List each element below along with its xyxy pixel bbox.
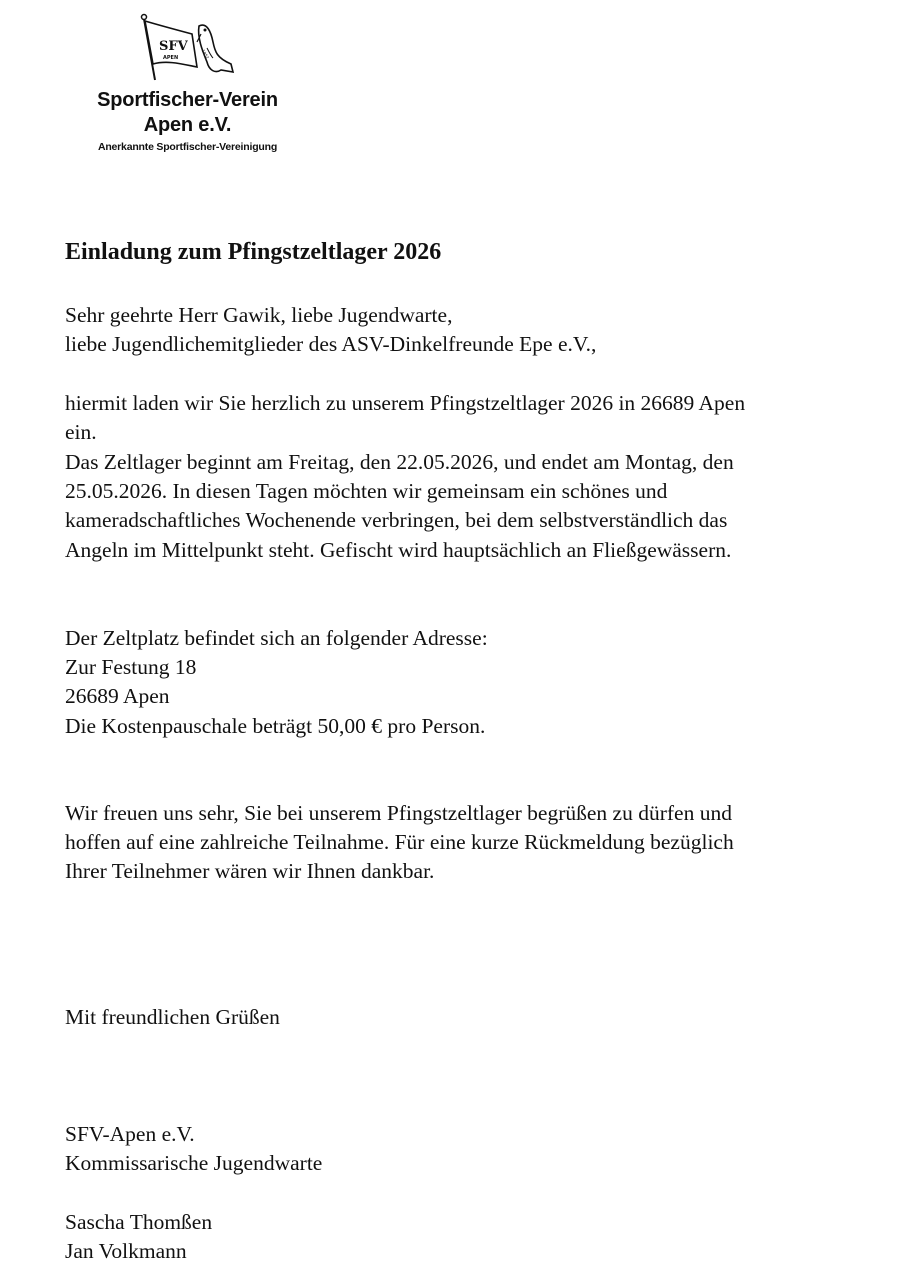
salutation-line: Sehr geehrte Herr Gawik, liebe Jugendwarte, — [65, 303, 453, 327]
svg-text:APEN: APEN — [163, 55, 179, 61]
signature-org: SFV-Apen e.V. — [65, 1122, 195, 1146]
address-street: Zur Festung 18 — [65, 655, 197, 679]
svg-text:1952: 1952 — [200, 48, 211, 60]
signature-role: Kommissarische Jugendwarte — [65, 1151, 323, 1175]
flag-with-fish-emblem-icon — [137, 12, 237, 82]
address-city: 26689 Apen — [65, 684, 170, 708]
org-tagline: Anerkannte Sportfischer-Vereinigung — [97, 141, 278, 153]
closing: Mit freundlichen Grüßen — [65, 1005, 280, 1029]
org-name-line1: Sportfischer-Verein — [97, 89, 278, 111]
cost-info: Die Kostenpauschale beträgt 50,00 € pro Person. — [65, 714, 486, 738]
paragraph-line: Angeln im Mittelpunkt steht. Gefischt wird hauptsächlich an Fließgewässern. — [65, 538, 732, 562]
paragraph-line: ein. — [65, 420, 97, 444]
signatory-name: Sascha Thomßen — [65, 1210, 213, 1234]
svg-text:SFV: SFV — [159, 39, 188, 54]
org-name-line2: Apen e.V. — [143, 114, 232, 136]
paragraph-line: Wir freuen uns sehr, Sie bei unserem Pfingstzeltlager begrüßen zu dürfen und — [65, 801, 732, 825]
paragraph-line: 25.05.2026. In diesen Tagen möchten wir gemeinsam ein schönes und — [65, 479, 668, 503]
paragraph-line: kameradschaftliches Wochenende verbringen, bei dem selbstverständlich das — [65, 508, 728, 532]
letter-title: Einladung zum Pfingstzeltlager 2026 — [65, 239, 442, 265]
paragraph-line: Das Zeltlager beginnt am Freitag, den 22.05.2026, und endet am Montag, den — [65, 450, 734, 474]
paragraph-line: Ihrer Teilnehmer wären wir Ihnen dankbar. — [65, 859, 435, 883]
address-intro: Der Zeltplatz befindet sich an folgender Adresse: — [65, 626, 488, 650]
salutation-line: liebe Jugendlichemitglieder des ASV-Dinkelfreunde Epe e.V., — [65, 332, 597, 356]
paragraph-line: hiermit laden wir Sie herzlich zu unserem Pfingstzeltlager 2026 in 26689 Apen — [65, 391, 746, 415]
paragraph-line: hoffen auf eine zahlreiche Teilnahme. Für eine kurze Rückmeldung bezüglich — [65, 830, 734, 854]
signatory-name: Jan Volkmann — [65, 1239, 187, 1263]
